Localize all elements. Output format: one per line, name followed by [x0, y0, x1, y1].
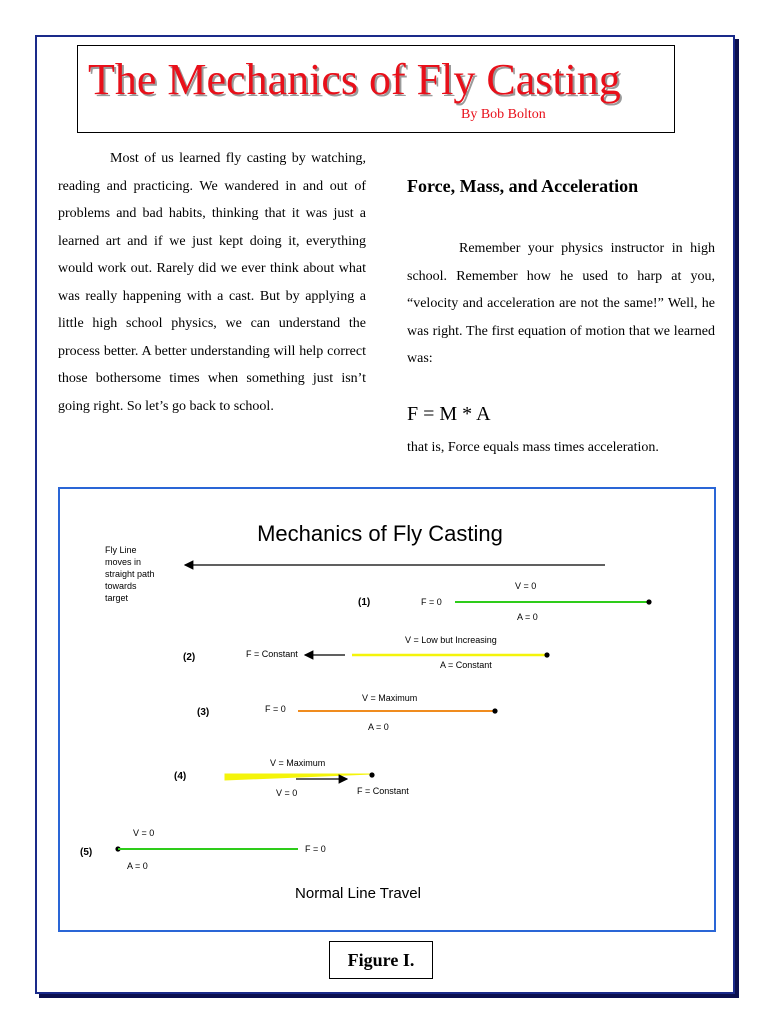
stage-2-accel: A = Constant	[440, 660, 492, 670]
title-box	[77, 45, 675, 133]
stage-2-number: (2)	[183, 652, 196, 663]
stage-3-velocity: V = Maximum	[362, 693, 418, 703]
equation-explanation: that is, Force equals mass times acceleration.	[407, 440, 659, 455]
side-note-line-4: towards	[105, 581, 137, 591]
figure-frame	[58, 487, 716, 932]
stage-5-accel: A = 0	[127, 861, 148, 871]
section-paragraph: Remember your physics instructor in high school. Remember how he used to harp at you, “velocity and acceleration are not the same!” Well, he was right. The first equation of motion that we learned was:	[407, 241, 715, 366]
stage-1-velocity: V = 0	[515, 581, 537, 591]
stage-3-force: F = 0	[265, 704, 286, 714]
stage-5-number: (5)	[80, 847, 93, 858]
side-note-line-5: target	[105, 593, 129, 603]
equation: F = M * A	[407, 403, 491, 425]
side-note-line-3: straight path	[105, 569, 155, 579]
stage-1-number: (1)	[358, 597, 371, 608]
stage-4-number: (4)	[174, 771, 187, 782]
stage-2-force: F = Constant	[246, 649, 298, 659]
stage-4-force: F = Constant	[357, 786, 409, 796]
stage-5-velocity: V = 0	[133, 828, 155, 838]
stage-1-endpoint	[646, 599, 651, 604]
figure-caption: Normal Line Travel	[295, 885, 421, 902]
intro-paragraph: Most of us learned fly casting by watching, reading and practicing. We wandered in and out of problems and bad habits, thinking that it was just a learned art and if we just kept doing it, everything would work out. Rarely did we ever think about what was really happening with a cast. But by applying a little high school physics, we can understand the process better. A better understanding will help correct those bothersome times when something just isn’t going right. So let’s go back to school.	[58, 151, 366, 414]
stage-1-force: F = 0	[421, 597, 442, 607]
stage-4-velocity-bottom: V = 0	[276, 788, 298, 798]
stage-2-endpoint	[544, 652, 549, 657]
side-note-line-1: Fly Line	[105, 545, 137, 555]
byline: By Bob Bolton	[461, 107, 546, 122]
stage-3-number: (3)	[197, 707, 210, 718]
side-note-line-2: moves in	[105, 557, 142, 567]
stage-5-force: F = 0	[305, 844, 326, 854]
stage-2-velocity: V = Low but Increasing	[405, 635, 497, 645]
section-heading: Force, Mass, and Acceleration	[407, 176, 639, 196]
stage-1-accel: A = 0	[517, 612, 538, 622]
stage-3-endpoint	[492, 708, 497, 713]
stage-4-endpoint	[369, 772, 374, 777]
figure-diagram	[60, 489, 714, 930]
page-title: The Mechanics of Fly Casting	[88, 55, 621, 104]
figure-label: Figure I.	[329, 941, 433, 979]
figure-title: Mechanics of Fly Casting	[257, 521, 503, 546]
stage-3-accel: A = 0	[368, 722, 389, 732]
stage-4-velocity-top: V = Maximum	[270, 758, 326, 768]
